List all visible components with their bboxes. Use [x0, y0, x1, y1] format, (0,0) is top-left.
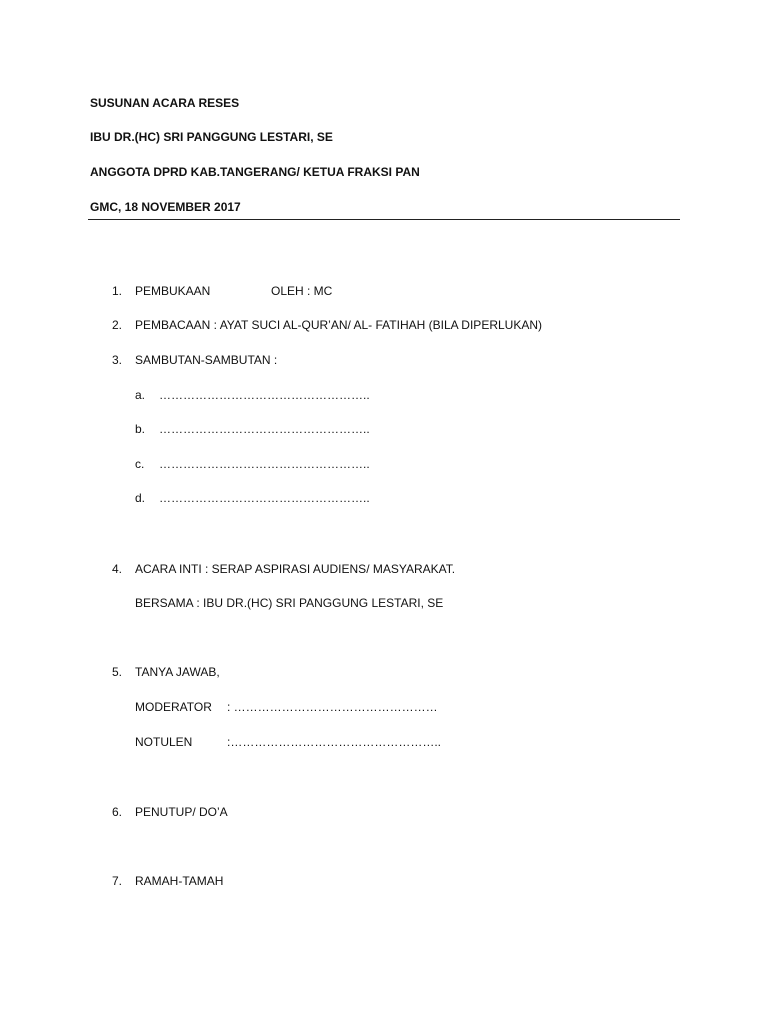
blank-line: ……………………………………………..: [159, 388, 370, 402]
item-number: 6.: [112, 805, 123, 819]
doc-position: ANGGOTA DPRD KAB.TANGERANG/ KETUA FRAKSI PAN: [90, 165, 420, 179]
doc-person: IBU DR.(HC) SRI PANGGUNG LESTARI, SE: [90, 130, 333, 144]
item-label: PENUTUP/ DO’A: [135, 805, 228, 819]
item-label: RAMAH-TAMAH: [135, 874, 224, 888]
item-note: OLEH : MC: [271, 284, 333, 298]
item-label: ACARA INTI : SERAP ASPIRASI AUDIENS/ MASYARAKAT.: [135, 562, 456, 576]
notulen-label: NOTULEN: [135, 735, 193, 749]
item-sub-line: BERSAMA : IBU DR.(HC) SRI PANGGUNG LESTARI, SE: [135, 596, 444, 610]
doc-title: SUSUNAN ACARA RESES: [90, 96, 240, 110]
item-label: SAMBUTAN-SAMBUTAN :: [135, 353, 278, 367]
blank-line: ……………………………………………..: [159, 422, 370, 436]
item-label: PEMBACAAN : AYAT SUCI AL-QUR’AN/ AL- FATIHAH (BILA DIPERLUKAN): [135, 318, 542, 332]
moderator-blank: : ……………………………………………: [227, 700, 438, 714]
sub-letter: d.: [135, 491, 146, 505]
moderator-label: MODERATOR: [135, 700, 212, 714]
item-label: TANYA JAWAB,: [135, 665, 220, 679]
item-number: 5.: [112, 665, 123, 679]
blank-line: ……………………………………………..: [159, 491, 370, 505]
sub-letter: b.: [135, 422, 146, 436]
item-number: 7.: [112, 874, 123, 888]
item-number: 2.: [112, 318, 123, 332]
item-number: 1.: [112, 284, 123, 298]
notulen-blank: :……………………………………………..: [227, 735, 442, 749]
doc-place-date: GMC, 18 NOVEMBER 2017: [90, 200, 241, 214]
header-divider: [88, 219, 680, 220]
item-number: 4.: [112, 562, 123, 576]
item-label: PEMBUKAAN: [135, 284, 211, 298]
sub-letter: c.: [135, 457, 145, 471]
blank-line: ……………………………………………..: [159, 457, 370, 471]
sub-letter: a.: [135, 388, 146, 402]
item-number: 3.: [112, 353, 123, 367]
